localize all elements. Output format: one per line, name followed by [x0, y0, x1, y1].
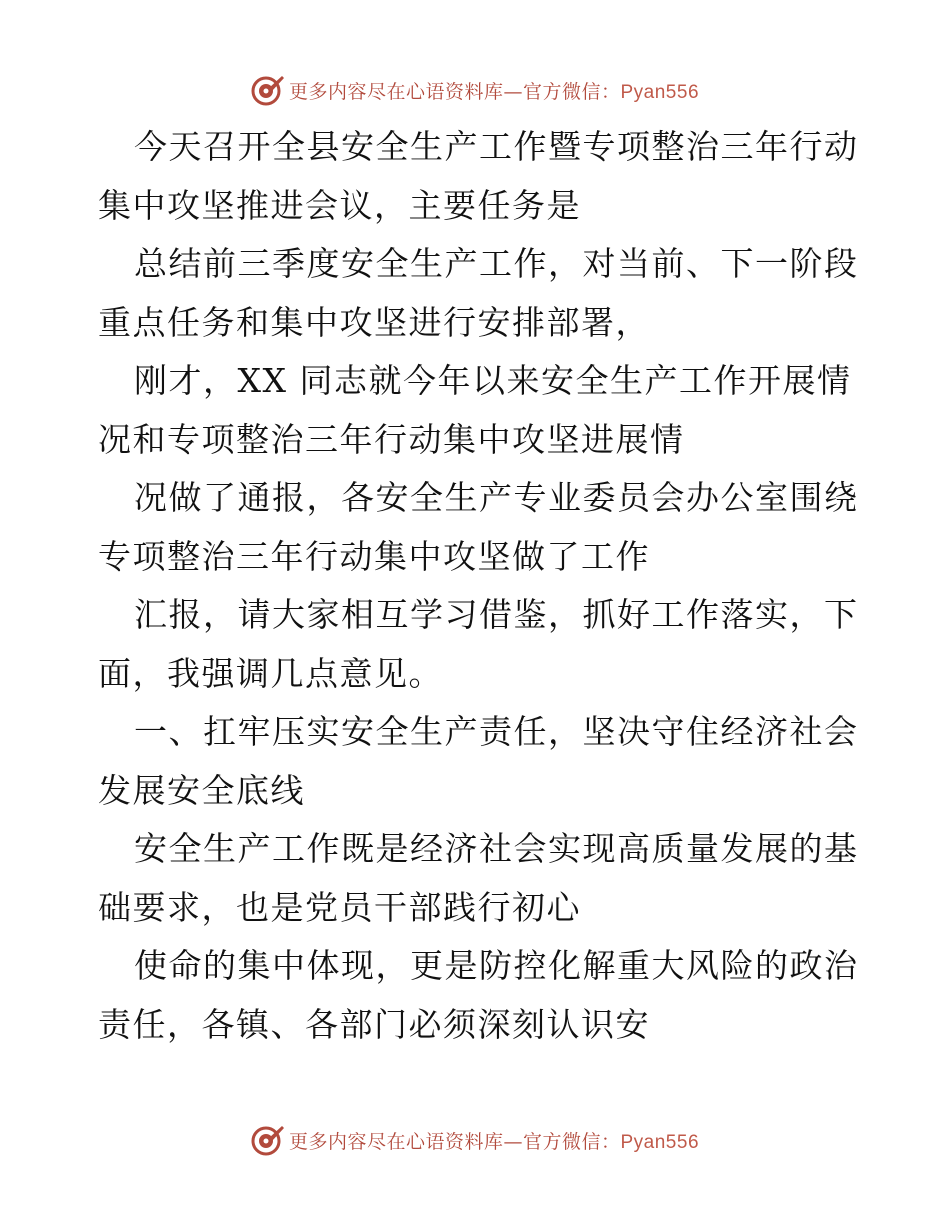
paragraph-line: 专项整治三年行动集中攻坚做了工作	[98, 536, 650, 576]
watermark-text	[289, 1127, 699, 1154]
watermark-id: Pyan556	[620, 1131, 700, 1153]
paragraph-line: 发展安全底线	[98, 770, 305, 810]
watermark-label: 官方微信：	[522, 1130, 621, 1153]
watermark-text	[289, 77, 699, 104]
header-watermark	[0, 70, 950, 110]
watermark-site: 更多内容尽在心语资料库	[288, 1130, 504, 1153]
document-body	[98, 118, 858, 1054]
paragraph-line: 刚才，XX 同志就今年以来安全生产工作开展情	[134, 361, 852, 400]
paragraph	[98, 352, 858, 469]
paragraph-line: 使命的集中体现，更是防控化解重大风险的政治	[134, 946, 859, 985]
pen-logo-icon	[251, 1123, 285, 1157]
watermark-separator: —	[503, 80, 523, 103]
footer-watermark	[0, 1120, 950, 1160]
section-heading	[98, 703, 858, 820]
paragraph-line: 重点任务和集中攻坚进行安排部署，	[98, 302, 650, 342]
paragraph-line: 况做了通报，各安全生产专业委员会办公室围绕	[134, 478, 859, 517]
paragraph-line: 面，我强调几点意见。	[98, 653, 443, 693]
paragraph-line: 集中攻坚推进会议，主要任务是	[98, 185, 581, 225]
paragraph-line: 安全生产工作既是经济社会实现高质量发展的基	[134, 829, 859, 868]
paragraph-line: 总结前三季度安全生产工作，对当前、下一阶段	[134, 244, 859, 283]
paragraph-line: 责任，各镇、各部门必须深刻认识安	[98, 1004, 650, 1044]
paragraph	[98, 820, 858, 937]
paragraph	[98, 469, 858, 586]
paragraph-line: 今天召开全县安全生产工作暨专项整治三年行动	[134, 127, 859, 166]
pen-logo-icon	[251, 73, 285, 107]
paragraph-line: 况和专项整治三年行动集中攻坚进展情	[98, 419, 685, 459]
paragraph-line: 一、扛牢压实安全生产责任，坚决守住经济社会	[134, 712, 859, 751]
watermark-label: 官方微信：	[522, 80, 621, 103]
watermark-site: 更多内容尽在心语资料库	[288, 80, 504, 103]
watermark-id: Pyan556	[620, 81, 700, 103]
paragraph-line: 汇报，请大家相互学习借鉴，抓好工作落实，下	[134, 595, 859, 634]
watermark-separator: —	[503, 1130, 523, 1153]
paragraph-line: 础要求，也是党员干部践行初心	[98, 887, 581, 927]
paragraph	[98, 586, 858, 703]
paragraph	[98, 118, 858, 235]
paragraph	[98, 235, 858, 352]
paragraph	[98, 937, 858, 1054]
